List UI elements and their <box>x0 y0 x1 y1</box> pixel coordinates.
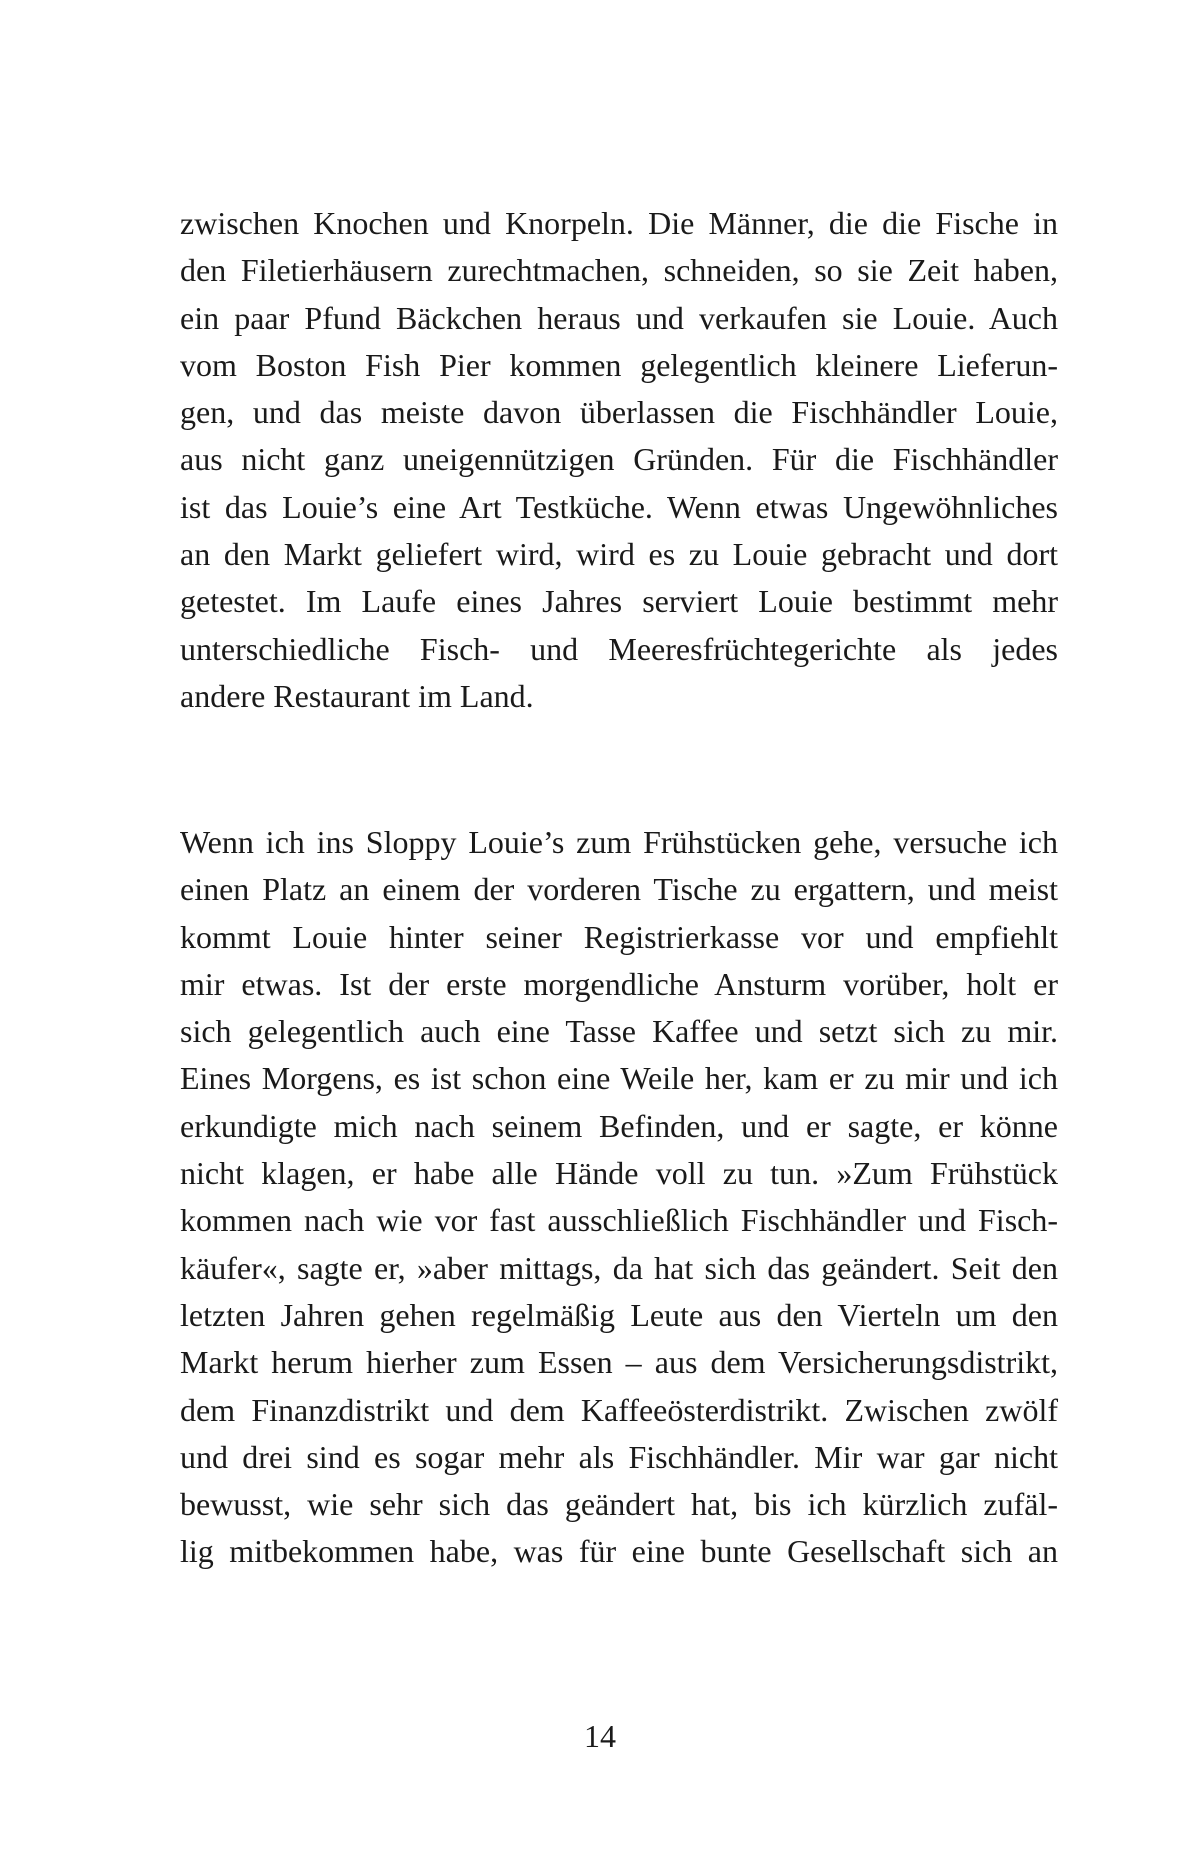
text-line: lig mitbekommen habe, was für eine bunte Gesellschaft sich an <box>180 1533 1058 1570</box>
text-line: einen Platz an einem der vorderen Tische zu ergattern, und meist <box>180 871 1058 908</box>
text-line: getestet. Im Laufe eines Jahres serviert Louie bestimmt mehr <box>180 583 1058 620</box>
text-line: dem Finanzdistrikt und dem Kaffeeösterdistrikt. Zwischen zwölf <box>180 1391 1058 1428</box>
text-line: Wenn ich ins Sloppy Louie’s zum Frühstücken gehe, versuche ich <box>180 824 1058 860</box>
text-line: und drei sind es sogar mehr als Fischhändler. Mir war gar nicht <box>180 1438 1058 1475</box>
text-line: kommt Louie hinter seiner Registrierkasse vor und empfiehlt <box>180 918 1058 955</box>
text-line: vom Boston Fish Pier kommen gelegentlich kleinere Lieferun- <box>180 346 1058 383</box>
text-line: an den Markt geliefert wird, wird es zu Louie gebracht und dort <box>180 536 1058 573</box>
paragraph-1 <box>180 200 1058 720</box>
text-line: Eines Morgens, es ist schon eine Weile her, kam er zu mir und ich <box>180 1060 1058 1097</box>
text-line: aus nicht ganz uneigennützigen Gründen. Für die Fischhändler <box>180 441 1058 478</box>
text-line: erkundigte mich nach seinem Befinden, und er sagte, er könne <box>180 1107 1058 1144</box>
text-line: mir etwas. Ist der erste morgendliche Ansturm vorüber, holt er <box>180 965 1058 1002</box>
text-line: ein paar Pfund Bäckchen heraus und verkaufen sie Louie. Auch <box>180 299 1058 336</box>
text-line: gen, und das meiste davon überlassen die Fischhändler Louie, <box>180 394 1058 431</box>
text-line: käufer«, sagte er, »aber mittags, da hat sich das geändert. Seit den <box>180 1249 1058 1286</box>
text-line: sich gelegentlich auch eine Tasse Kaffee und setzt sich zu mir. <box>180 1013 1058 1050</box>
text-line: Markt herum hierher zum Essen – aus dem Versicherungsdistrikt, <box>180 1344 1058 1381</box>
text-line: bewusst, wie sehr sich das geändert hat, bis ich kürzlich zufäl- <box>180 1486 1058 1523</box>
text-line: zwischen Knochen und Knorpeln. Die Männer, die die Fische in <box>180 205 1058 241</box>
paragraph-2 <box>180 819 1058 1576</box>
text-line: nicht klagen, er habe alle Hände voll zu tun. »Zum Frühstück <box>180 1155 1058 1192</box>
page-number: 14 <box>584 1718 616 1754</box>
text-line: den Filetierhäusern zurechtmachen, schneiden, so sie Zeit haben, <box>180 252 1058 289</box>
text-line: andere Restaurant im Land. <box>180 677 534 714</box>
text-line: letzten Jahren gehen regelmäßig Leute aus den Vierteln um den <box>180 1296 1058 1333</box>
text-line: kommen nach wie vor fast ausschließlich Fischhändler und Fisch- <box>180 1202 1058 1239</box>
text-line: unterschiedliche Fisch- und Meeresfrüchtegerichte als jedes <box>180 630 1058 667</box>
text-line: ist das Louie’s eine Art Testküche. Wenn etwas Ungewöhnliches <box>180 488 1058 525</box>
